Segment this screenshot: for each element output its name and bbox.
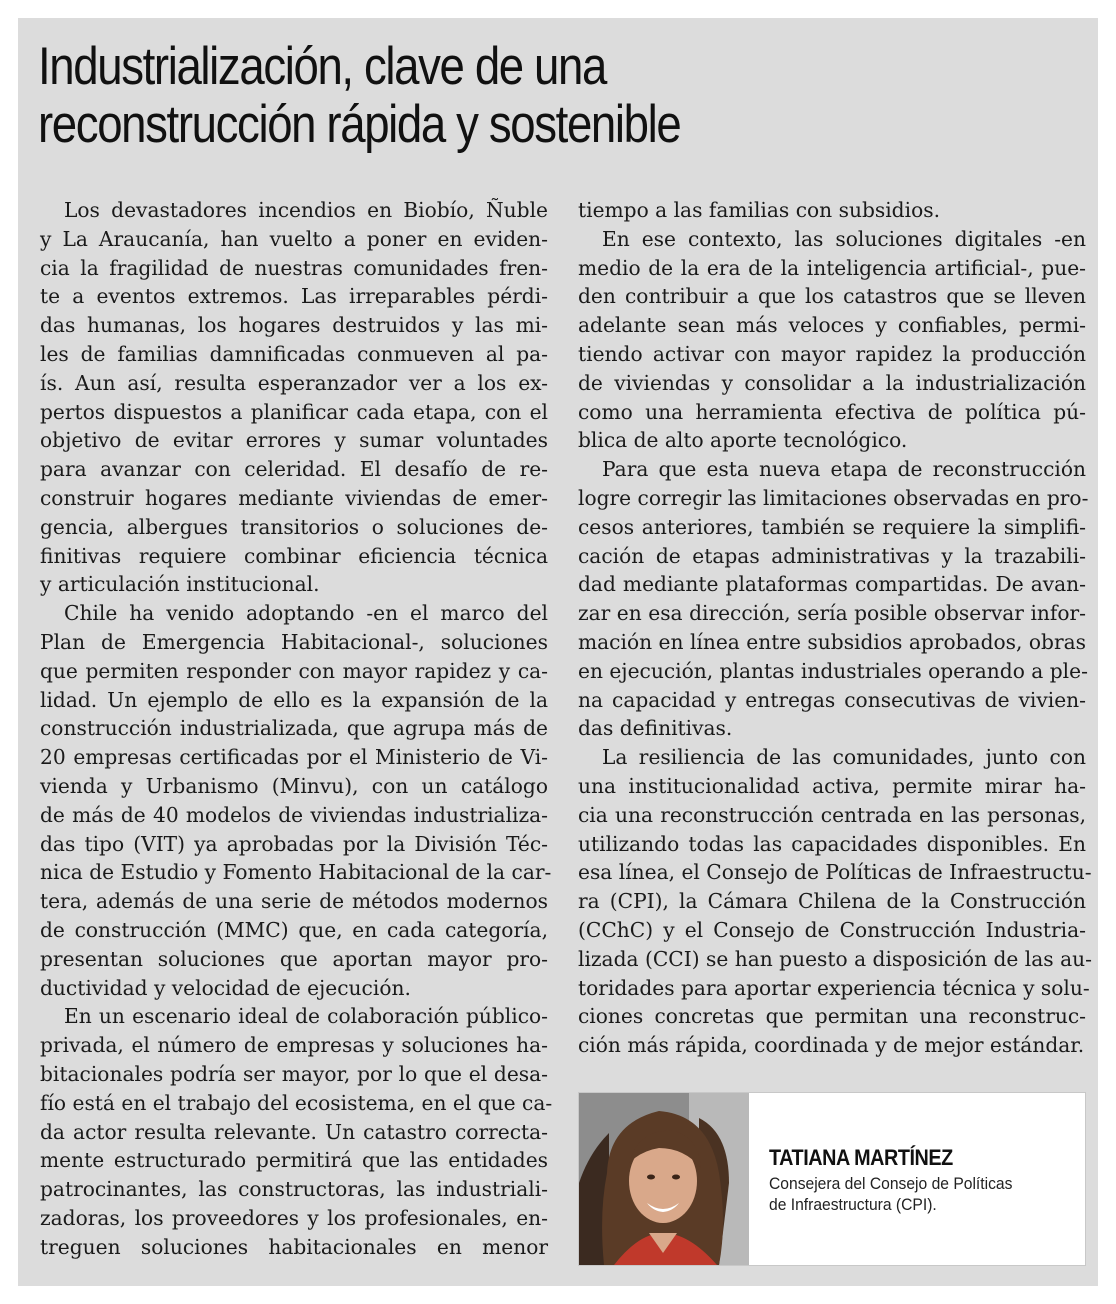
article-text-line: mación en línea entre subsidios aprobados, obras <box>578 629 1086 654</box>
article-text-line: esa línea, el Consejo de Políticas de Infraestructu- <box>578 860 1092 885</box>
article-text-line: gencia, albergues transitorios o soluciones de- <box>40 514 548 539</box>
article-text-line: zar en esa dirección, sería posible observar infor- <box>578 601 1086 626</box>
article-text-line: tiendo activar con mayor rapidez la producción <box>578 341 1086 366</box>
article-text-line: logre corregir las limitaciones observadas en pro- <box>578 485 1089 510</box>
article-text-line: patrocinantes, las constructoras, las industriali- <box>40 1177 548 1202</box>
article-column-left <box>40 196 553 1261</box>
article-text-line: blica de alto aporte tecnológico. <box>578 428 908 453</box>
article-text-line: nica de Estudio y Fomento Habitacional de la car- <box>40 860 552 885</box>
article-text-line: tiempo a las familias con subsidios. <box>578 198 940 222</box>
article-text-line: una institucionalidad activa, permite mirar ha- <box>578 773 1086 798</box>
article-text-line: cesos anteriores, también se requiere la simplifi- <box>578 514 1086 539</box>
article-text-line: Los devastadores incendios en Biobío, Ñuble <box>64 198 548 222</box>
article-text-line: utilizando todas las capacidades disponibles. En <box>578 831 1086 856</box>
article-text-line: na capacidad y entregas consecutivas de vivien- <box>578 687 1086 712</box>
article-text-line: (CChC) y el Consejo de Construcción Industria- <box>578 917 1086 942</box>
article-text-line: ís. Aun así, resulta esperanzador ver a los ex- <box>40 370 548 395</box>
article-text-line: de construcción (MMC) que, en cada categoría, <box>40 917 548 942</box>
article-text-line: como una herramienta efectiva de política pú- <box>578 399 1086 424</box>
article-text-line: das humanas, los hogares destruidos y las mi- <box>40 313 548 338</box>
headline-line: Industrialización, clave de una <box>38 37 606 96</box>
article-text-line: de viviendas y consolidar a la industrialización <box>578 370 1086 395</box>
article-text-line: ciones concretas que permitan una reconstruc- <box>578 1004 1086 1029</box>
article-text-line: adelante sean más veloces y confiables, permi- <box>578 313 1086 338</box>
article-text-line: que permiten responder con mayor rapidez y ca- <box>40 658 548 683</box>
article-text-line: ductividad y velocidad de ejecución. <box>40 975 411 1000</box>
article-column-right <box>578 196 1092 1060</box>
article-text-line: den contribuir a que los catastros que se lleven <box>578 284 1086 309</box>
article-text-line: objetivo de evitar errores y sumar voluntades <box>40 428 548 453</box>
article-text-line: les de familias damnificadas conmueven al pa- <box>40 341 548 366</box>
article-text-line: ción más rápida, coordinada y de mejor estándar. <box>578 1033 1085 1058</box>
article-text-line: toridades para aportar experiencia técnica y solu- <box>578 975 1090 1000</box>
article-text-line: 20 empresas certificadas por el Ministerio de Vi- <box>40 745 548 770</box>
article-text-line: En un escenario ideal de colaboración público- <box>64 1004 548 1029</box>
article-text-line: en ejecución, plantas industriales operando a ple- <box>578 658 1088 683</box>
article-text-line: La resiliencia de las comunidades, junto con <box>602 745 1086 770</box>
article-text-line: tera, además de una serie de métodos modernos <box>40 889 548 914</box>
article-text-line: cación de etapas administrativas y la trazabili- <box>578 543 1086 568</box>
article-text-line: dad mediante plataformas compartidas. De avan- <box>578 572 1086 597</box>
article-text-line: da actor resulta relevante. Un catastro correcta- <box>40 1119 548 1144</box>
article-text-line: En ese contexto, las soluciones digitales -en <box>602 226 1086 251</box>
headline <box>38 38 932 154</box>
article-text-line: vienda y Urbanismo (Minvu), con un catálogo <box>40 773 548 798</box>
article-text-line: construir hogares mediante viviendas de emer- <box>40 485 548 510</box>
article-text-line: construcción industrializada, que agrupa más de <box>40 716 548 741</box>
article-text-line: treguen soluciones habitacionales en menor <box>40 1234 548 1259</box>
article-text-line: y articulación institucional. <box>40 572 320 597</box>
article-text-line: medio de la era de la inteligencia artificial-, pue- <box>578 255 1086 280</box>
article-text-line: cia una reconstrucción centrada en las personas, <box>578 802 1086 827</box>
article-text-line: lizada (CCI) se han puesto a disposición de las au- <box>578 946 1092 971</box>
author-photo <box>579 1093 749 1265</box>
author-role <box>769 1173 1045 1215</box>
author-role-line: Consejera del Consejo de Políticas <box>769 1174 1013 1193</box>
article-text-line: Chile ha venido adoptando -en el marco del <box>64 601 548 626</box>
article-text-line: das tipo (VIT) ya aprobadas por la División Téc- <box>40 831 548 856</box>
author-box <box>578 1092 1086 1266</box>
article-text-line: y La Araucanía, han vuelto a poner en eviden- <box>40 226 548 251</box>
article-text-line: pertos dispuestos a planificar cada etapa, con el <box>40 399 548 424</box>
headline-line: reconstrucción rápida y sostenible <box>38 95 681 154</box>
article-text-line: ra (CPI), la Cámara Chilena de la Construcción <box>578 889 1086 914</box>
article-text-line: cia la fragilidad de nuestras comunidades fren- <box>40 255 548 280</box>
article-text-line: Plan de Emergencia Habitacional-, soluciones <box>40 629 548 654</box>
article-text-line: te a eventos extremos. Las irreparables pérdi- <box>40 284 548 309</box>
author-name: TATIANA MARTÍNEZ <box>769 1145 953 1170</box>
author-role-line: de Infraestructura (CPI). <box>769 1195 937 1214</box>
article-text-line: zadoras, los proveedores y los profesionales, en- <box>40 1205 548 1230</box>
article-text-line: finitivas requiere combinar eficiencia técnica <box>40 543 548 568</box>
article-text-line: privada, el número de empresas y soluciones ha- <box>40 1033 548 1058</box>
article-text-line: bitacionales podría ser mayor, por lo que el desa- <box>40 1061 548 1086</box>
article-text-line: Para que esta nueva etapa de reconstrucción <box>602 457 1086 482</box>
article-text-line: fío está en el trabajo del ecosistema, en el que ca- <box>40 1090 553 1115</box>
article-text-line: lidad. Un ejemplo de ello es la expansión de la <box>40 687 548 712</box>
article-text-line: presentan soluciones que aportan mayor pro- <box>40 946 548 971</box>
article-text-line: das definitivas. <box>578 716 733 741</box>
author-portrait-icon <box>579 1093 749 1265</box>
article-text-line: mente estructurado permitirá que las entidades <box>40 1148 548 1173</box>
article-text-line: de más de 40 modelos de viviendas industrializa- <box>40 802 548 827</box>
article-text-line: para avanzar con celeridad. El desafío de re- <box>40 457 548 482</box>
